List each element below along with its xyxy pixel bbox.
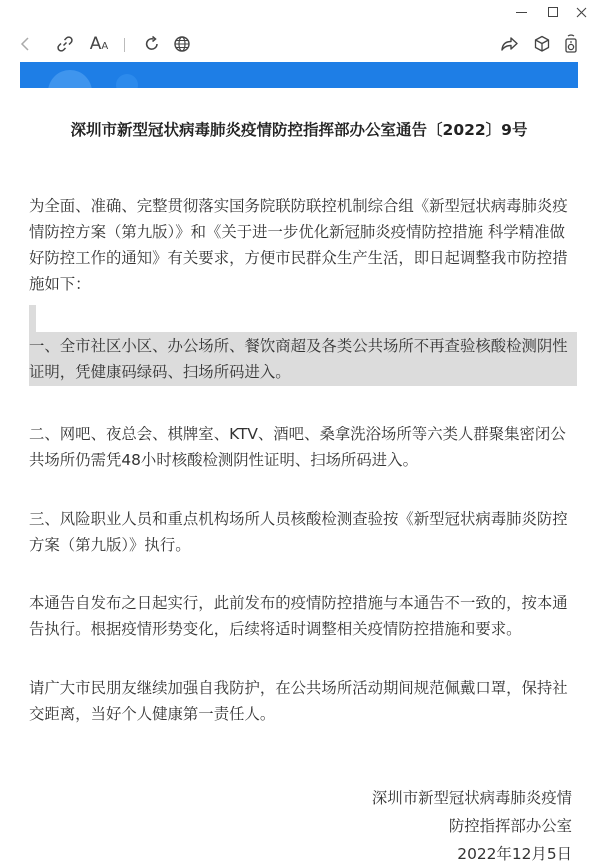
- banner-decoration: [116, 74, 138, 88]
- article-paragraph: 本通告自发布之日起实行，此前发布的疫情防控措施与本通告不一致的，按本通告执行。根据疫情形势变化，后续将适时调整相关疫情防控措施和要求。: [29, 594, 568, 638]
- banner-decoration: [48, 70, 92, 88]
- close-icon[interactable]: [570, 2, 592, 22]
- highlight-gap: [36, 305, 577, 332]
- article-paragraph: 二、网吧、夜总会、棋牌室、KTV、酒吧、桑拿洗浴场所等六类人群聚集密闭公共场所仍需凭48小时核酸检测阴性证明、扫场所码进入。: [29, 425, 566, 469]
- signature-date: 2022年12月5日: [457, 845, 572, 863]
- article-paragraph: 请广大市民朋友继续加强自我防护，在公共场所活动期间规范佩戴口罩，保持社交距离，当好个人健康第一责任人。: [29, 679, 568, 723]
- browser-toolbar: [0, 26, 600, 62]
- refresh-icon[interactable]: [141, 33, 163, 55]
- globe-icon[interactable]: [171, 33, 193, 55]
- box-icon[interactable]: [531, 33, 553, 55]
- text-size-icon[interactable]: [86, 33, 112, 55]
- signature-org-line2: 防控指挥部办公室: [448, 817, 572, 835]
- article-paragraph: 三、风险职业人员和重点机构场所人员核酸检测查验按《新型冠状病毒肺炎防控方案（第九版）》执行。: [29, 510, 568, 554]
- toolbar-divider: [124, 38, 125, 52]
- link-icon[interactable]: [54, 33, 76, 55]
- share-icon[interactable]: [499, 33, 521, 55]
- back-icon[interactable]: [14, 33, 36, 55]
- signature-org-line1: 深圳市新型冠状病毒肺炎疫情: [371, 789, 572, 807]
- article-title: 深圳市新型冠状病毒肺炎疫情防控指挥部办公室通告〔2022〕9号: [70, 121, 528, 139]
- window-titlebar: [0, 0, 600, 26]
- sound-icon[interactable]: [560, 33, 582, 55]
- text-size-label: A: [89, 34, 102, 54]
- minimize-icon[interactable]: [510, 2, 532, 22]
- article-paragraph-highlighted: 一、全市社区小区、办公场所、餐饮商超及各类公共场所不再查验核酸检测阴性证明，凭健康码绿码、扫场所码进入。: [29, 337, 568, 381]
- text-size-super: A: [101, 40, 109, 52]
- article-paragraph: 为全面、准确、完整贯彻落实国务院联防联控机制综合组《新型冠状病毒肺炎疫情防控方案（第九版）》和《关于进一步优化新冠肺炎疫情防控措施 科学精准做好防控工作的通知》有关要求，方便市民群众生产生活，即日起调整我市防控措施如下：: [29, 197, 568, 293]
- maximize-icon[interactable]: [542, 2, 564, 22]
- article-banner: [20, 62, 578, 88]
